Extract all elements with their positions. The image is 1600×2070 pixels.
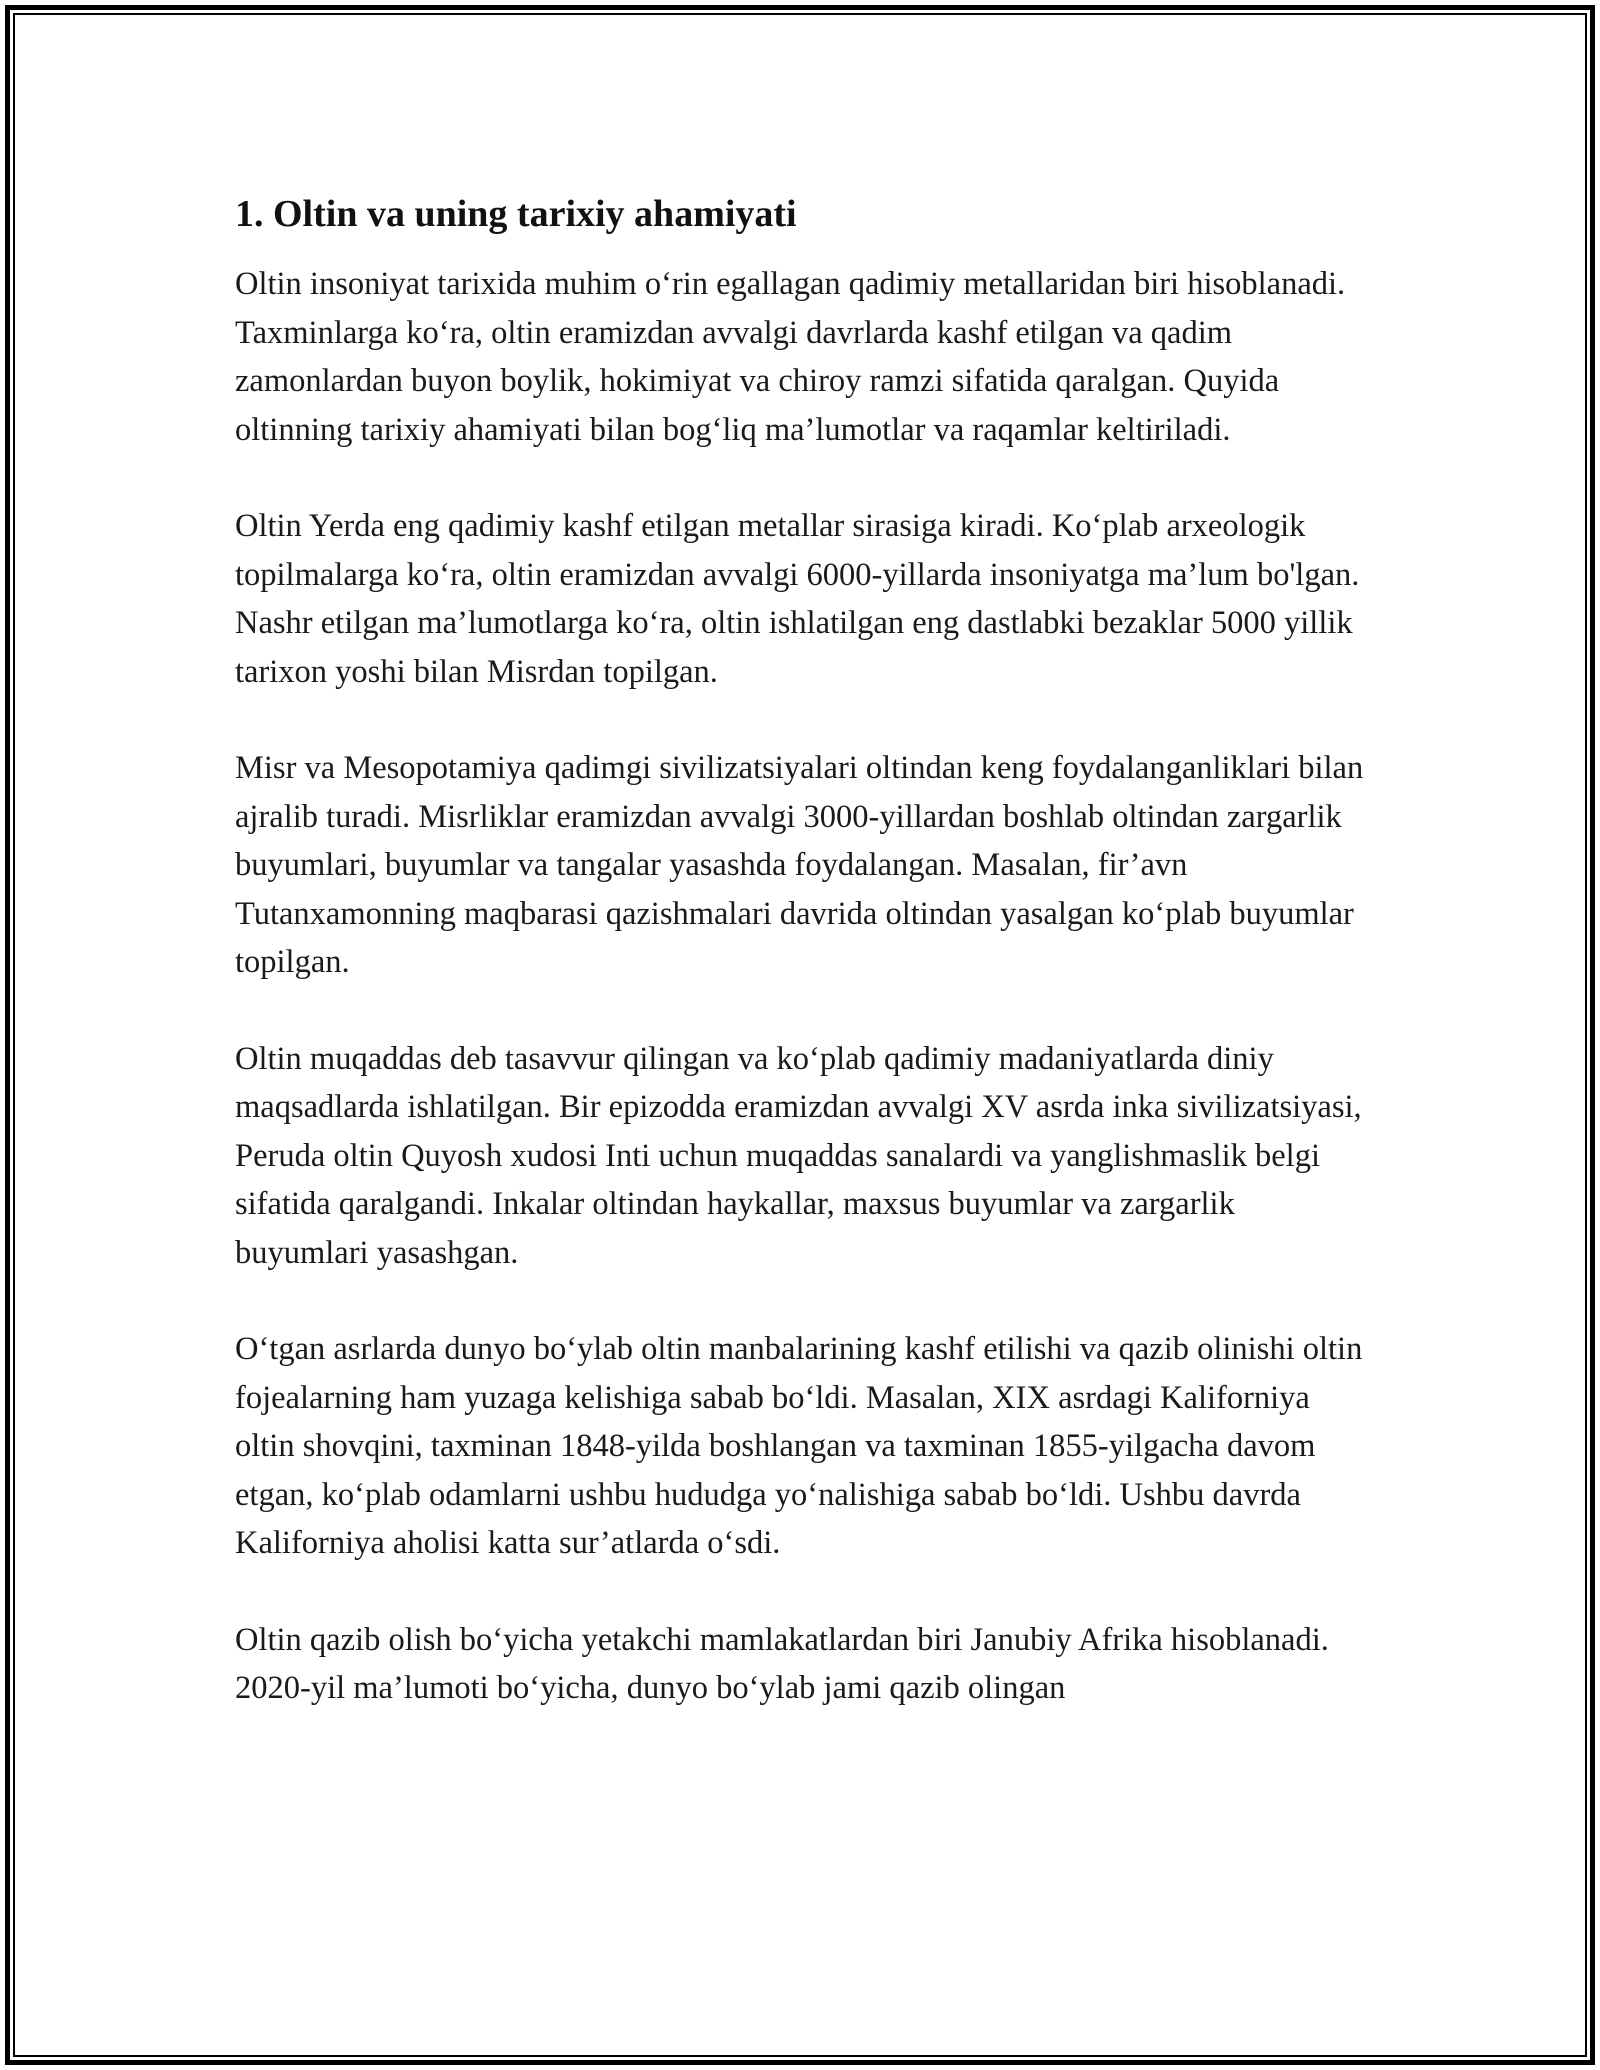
paragraph-south-africa: Oltin qazib olish bo‘yicha yetakchi mamlakatlardan biri Janubiy Afrika hisoblanadi. 2020-yil ma’lumoti bo‘yicha, dunyo bo‘ylab jami qazib olingan bbox=[235, 1621, 1329, 1706]
section-heading: 1. Oltin va uning tarixiy ahamiyati bbox=[235, 193, 797, 235]
paragraph-gold-rush: O‘tgan asrlarda dunyo bo‘ylab oltin manbalarining kashf etilishi va qazib olinishi oltin fojealarning ham yuzaga kelishiga sabab bo‘ldi. Masalan, XIX asrdagi Kaliforniya oltin shovqini, taxminan 1848-yilda boshlangan va taxminan 1855-yilgacha davom etgan, ko‘plab odamlarni ushbu hududga yo‘nalishiga sabab bo‘ldi. Ushbu davrda Kaliforniya aholisi katta sur’atlarda o‘sdi. bbox=[235, 1331, 1363, 1561]
paragraph-egypt-mesopotamia: Misr va Mesopotamiya qadimgi sivilizatsiyalari oltindan keng foydalanganliklari bilan ajralib turadi. Misrliklar eramizdan avvalgi 3000-yillardan boshlab oltindan zargarlik buyumlari, buyumlar va tangalar yasashda foydalangan. Masalan, fir’avn Tutanxamonning maqbarasi qazishmalari davrida oltindan yasalgan ko‘plab buyumlar topilgan. bbox=[235, 750, 1364, 980]
paragraph-ancient-discovery: Oltin Yerda eng qadimiy kashf etilgan metallar sirasiga kiradi. Ko‘plab arxeologik topilmalarga ko‘ra, oltin eramizdan avvalgi 6000-yillarda insoniyatga ma’lum bo'lgan. Nashr etilgan ma’lumotlarga ko‘ra, oltin ishlatilgan eng dastlabki bezaklar 5000 yillik tarixon yoshi bilan Misrdan topilgan. bbox=[235, 508, 1360, 690]
document-body bbox=[235, 186, 1365, 1713]
paragraph-intro: Oltin insoniyat tarixida muhim o‘rin egallagan qadimiy metallaridan biri hisoblanadi. Taxminlarga ko‘ra, oltin eramizdan avvalgi davrlarda kashf etilgan va qadim zamonlardan buyon boylik, hokimiyat va chiroy ramzi sifatida qaralgan. Quyida oltinning tarixiy ahamiyati bilan bog‘liq ma’lumotlar va raqamlar keltiriladi. bbox=[235, 266, 1346, 448]
paragraph-religious-use: Oltin muqaddas deb tasavvur qilingan va ko‘plab qadimiy madaniyatlarda diniy maqsadlarda ishlatilgan. Bir epizodda eramizdan avvalgi XV asrda inka sivilizatsiyasi, Peruda oltin Quyosh xudosi Inti uchun muqaddas sanalardi va yanglishmaslik belgi sifatida qaralgandi. Inkalar oltindan haykallar, maxsus buyumlar va zargarlik buyumlari yasashgan. bbox=[235, 1040, 1362, 1271]
